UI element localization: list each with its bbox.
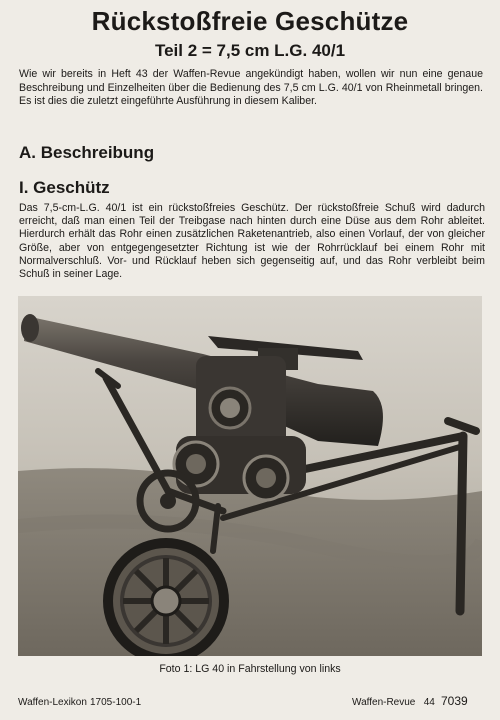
footer-code: 1705-100-1 — [90, 697, 142, 708]
page-number: 7039 — [441, 694, 468, 708]
section-i-heading: I. Geschütz — [19, 178, 110, 197]
photo-caption: Foto 1: LG 40 in Fahrstellung von links — [159, 663, 341, 675]
page-title: Rückstoßfreie Geschütze — [91, 6, 409, 36]
gun-photo — [18, 296, 482, 656]
footer-magazine-name: Waffen-Revue — [352, 697, 416, 708]
main-wheel — [108, 543, 224, 656]
section-a-heading: A. Beschreibung — [19, 143, 155, 162]
footer-issue: 44 — [423, 697, 435, 708]
section-i-body: Das 7,5-cm-L.G. 40/1 ist ein rückstoßfreies Geschütz. Der rückstoßfreie Schuß wird dadurch erreicht, daß man einen Teil der Treibgase nach hinten durch eine Düse aus dem Rohr ableitet. Hierdurch erhält das Rohr einen zusätzlichen Raketenantrieb, also einen Vorlauf, der von gleicher Größe, aber von entgegengesetzter Richtung ist wie der Rohrrücklauf bei einem Rohr mit Normalverschluß. Vor- und Rücklauf heben sich gegenseitig auf, und das Rohr verbleibt beim Schuß in seiner Lage. — [19, 202, 485, 281]
page-subtitle: Teil 2 = 7,5 cm L.G. 40/1 — [154, 41, 346, 60]
footer-series: Waffen-Lexikon — [18, 697, 87, 708]
footer-magazine — [352, 697, 435, 708]
recoilless-gun-illustration — [18, 296, 482, 656]
intro-paragraph: Wie wir bereits in Heft 43 der Waffen-Revue angekündigt haben, wollen wir nun eine genaue Beschreibung und Einzelheiten über die Bedienung des 7,5 cm L.G. 40/1 von Rheinmetall bringen. Es ist dies die zuletzt eingeführte Ausführung in diesem Kaliber. — [19, 68, 483, 108]
